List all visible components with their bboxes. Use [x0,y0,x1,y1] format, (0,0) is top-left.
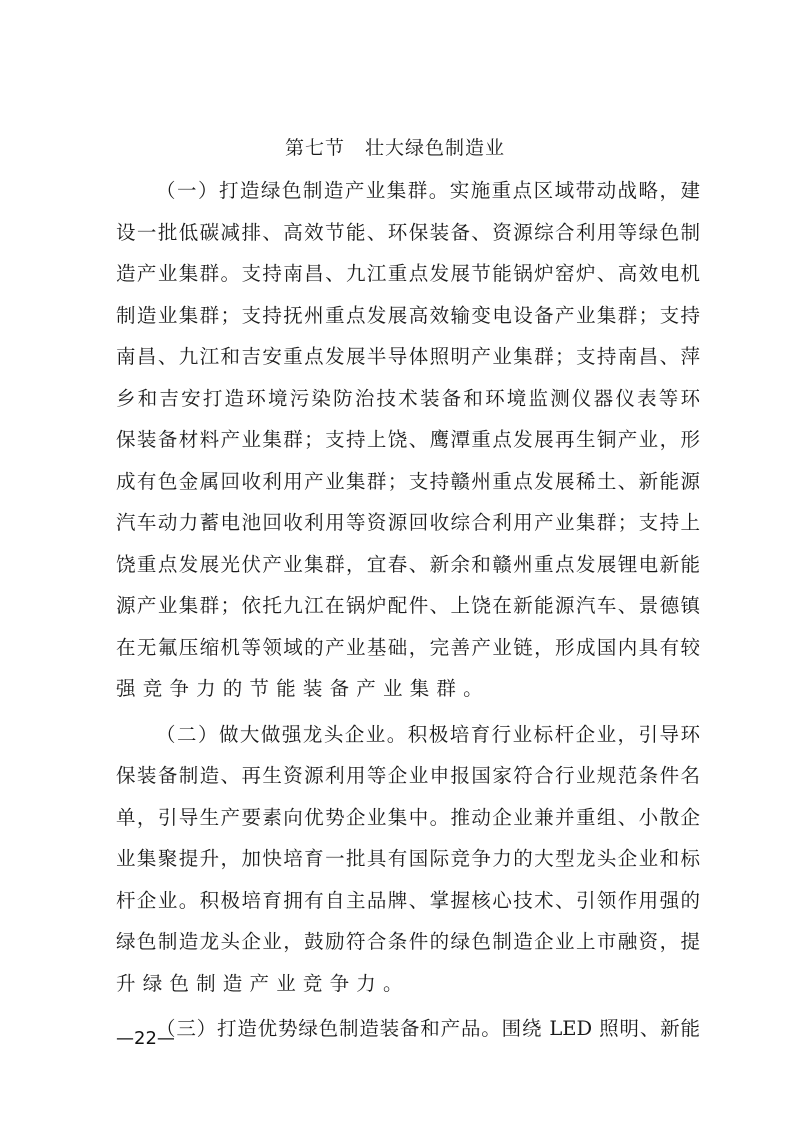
text-line: 乡和吉安打造环境污染防治技术装备和环境监测仪器仪表等环 [116,386,700,410]
text-line: 绿色制造龙头企业，鼓励符合条件的绿色制造企业上市融资，提 [116,930,700,953]
text-line: 南昌、九江和吉安重点发展半导体照明产业集群；支持南昌、萍 [116,345,700,368]
text-line: 源产业集群；依托九江在锅炉配件、上饶在新能源汽车、景德镇 [116,594,700,617]
section-title: 第七节 壮大绿色制造业 [284,137,505,159]
text-line: 业集聚提升，加快培育一批具有国际竞争力的大型龙头企业和标 [116,847,700,870]
paragraph-green-equipment-products [116,1008,700,1050]
text-line: 成有色金属回收利用产业集群；支持赣州重点发展稀土、新能源 [116,469,700,493]
text-line: 汽车动力蓄电池回收利用等资源回收综合利用产业集群；支持上 [116,511,700,534]
text-line: （二）做大做强龙头企业。积极培育行业标杆企业，引导环 [156,722,700,746]
text-line: 制造业集群；支持抚州重点发展高效输变电设备产业集群；支持 [116,303,700,327]
text-line: 升绿色制造产业竞争力。 [116,971,410,995]
text-line: 单，引导生产要素向优势企业集中。推动企业兼并重组、小散企 [116,805,700,829]
text-line: 杆企业。积极培育拥有自主品牌、掌握核心技术、引领作用强的 [116,888,700,912]
text-line: 保装备制造、再生资源利用等企业申报国家符合行业规范条件名 [116,764,700,787]
paragraph-green-manufacturing-clusters [116,170,700,710]
text-line: 强竞争力的节能装备产业集群。 [116,677,490,700]
text-line: 保装备材料产业集群；支持上饶、鹰潭重点发展再生铜产业，形 [116,428,700,451]
page-number: —22— [116,1028,175,1049]
text-line: 在无氟压缩机等领域的产业基础，完善产业链，形成国内具有较 [116,635,700,659]
text-line: （一）打造绿色制造产业集群。实施重点区域带动战略，建 [156,179,700,202]
text-line: 饶重点发展光伏产业集群，宜春、新余和赣州重点发展锂电新能 [116,552,700,576]
document-body [116,170,700,1050]
text-line: 造产业集群。支持南昌、九江重点发展节能锅炉窑炉、高效电机 [116,262,700,285]
text-line: 设一批低碳减排、高效节能、环保装备、资源综合利用等绿色制 [116,220,700,244]
text-line: （三）打造优势绿色制造装备和产品。围绕 LED 照明、新能 [156,1017,700,1040]
paragraph-leading-enterprises [116,714,700,1005]
